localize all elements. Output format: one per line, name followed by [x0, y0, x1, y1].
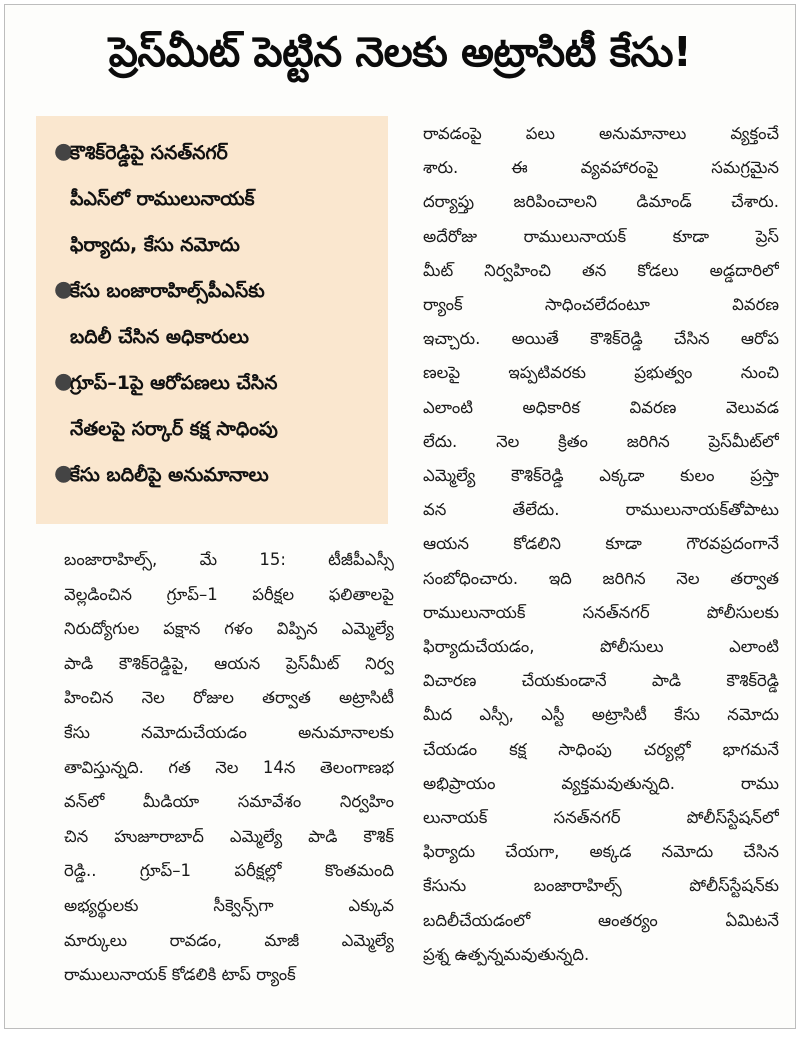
article-line: రాములునాయక్ సనత్‌నగర్ పోలీసులకు: [423, 602, 779, 622]
article-line: రావడంపై పలు అనుమానాలు వ్యక్తంచే: [423, 124, 779, 143]
highlight-line: కేసు బంజారాహిల్స్‌పీఎస్‌కు: [70, 280, 265, 302]
headline: ప్రెస్‌మీట్ పెట్టిన నెలకు అట్రాసిటీ కేసు!: [108, 28, 692, 76]
article-line: ర్యాంక్ సాధించలేదంటూ వివరణ: [423, 295, 779, 315]
article-line: రెడ్డి.. గ్రూప్–1 పరీక్షల్లో కొంతమంది: [64, 861, 394, 881]
article-line: చేయడం కక్ష సాధింపు చర్యల్లో భాగమనే: [423, 739, 779, 759]
article-line: మీట్ నిర్వహించి తన కోడలు అడ్డదారిలో: [423, 260, 779, 280]
article-line: మార్కులు రావడం, మాజీ ఎమ్మెల్యే: [64, 930, 394, 950]
highlight-line: గ్రూప్‌–1పై ఆరోపణలు చేసిన: [70, 372, 278, 394]
article-line: రాములునాయక్ కోడలికి టాప్ ర్యాంక్: [64, 965, 296, 985]
article-line: ఫిర్యాదు చేయగా, అక్కడ నమోదు చేసిన: [423, 842, 779, 862]
article-line: చిన హుజూరాబాద్ ఎమ్మెల్యే పాడి కౌశిక్: [64, 826, 394, 846]
article-column-left: [64, 543, 394, 993]
bullet-icon: ●: [54, 277, 74, 302]
newspaper-clipping: [4, 4, 796, 1029]
bullet-icon: ●: [54, 139, 74, 164]
article-line: బదిలీచేయడంలో ఆంతర్యం ఏమిటనే: [423, 910, 779, 930]
highlights-box: [36, 116, 388, 524]
article-line: లేదు. నెల క్రితం జరిగిన ప్రెస్‌మీట్‌లో: [423, 431, 779, 451]
article-line: ఎమ్మెల్యే కౌశిక్‌రెడ్డి ఎక్కడా కులం ప్రస్తా: [423, 466, 779, 486]
article-column-right: [423, 117, 779, 972]
article-line: అభిప్రాయం వ్యక్తమవుతున్నది. రాము: [423, 773, 779, 793]
highlight-line: కౌశిక్‌రెడ్డిపై సనత్‌నగర్: [70, 142, 228, 164]
article-line: పాడి కౌశిక్‌రెడ్డిపై, ఆయన ప్రెస్‌మీట్ నిర్వ: [64, 653, 394, 673]
article-line: ణలపై ఇప్పటివరకు ప్రభుత్వం నుంచి: [423, 363, 779, 383]
article-line: లునాయక్ సనత్‌నగర్ పోలీస్‌స్టేషన్‌లో: [423, 808, 779, 828]
article-line: శారు. ఈ వ్యవహారంపై సమగ్రమైన: [423, 158, 779, 178]
article-line: దర్యాప్తు జరిపించాలని డిమాండ్ చేశారు.: [423, 192, 779, 212]
article-line: బంజారాహిల్స్, మే 15: టీజీపీఎస్సీ: [64, 550, 394, 569]
article-line: కేసు నమోదుచేయడం అనుమానాలకు: [64, 722, 394, 742]
bullet-icon: ●: [54, 461, 74, 486]
highlight-line: నేతలపై సర్కార్ కక్ష సాధింపు: [70, 418, 278, 440]
article-line: ఆయన కోడలిని కూడా గౌరవప్రదంగానే: [423, 534, 779, 554]
article-line: నిరుద్యోగుల పక్షాన గళం విప్పిన ఎమ్మెల్యే: [64, 619, 394, 639]
highlight-item: [54, 452, 378, 498]
highlight-item: [54, 130, 378, 268]
article-line: తావిస్తున్నది. గత నెల 14న తెలంగాణభ: [64, 757, 394, 777]
article-line: హించిన నెల రోజుల తర్వాత అట్రాసిటీ: [64, 688, 394, 708]
highlight-line: పీఎస్‌లో రాములునాయక్: [70, 188, 255, 210]
article-line: వన తేలేదు. రాములునాయక్‌తోపాటు: [423, 500, 779, 520]
article-line: వన్‌లో మీడియా సమావేశం నిర్వహిం: [64, 792, 394, 812]
article-line: ప్రశ్న ఉత్పన్నమవుతున్నది.: [423, 944, 590, 964]
article-line: ఫిర్యాదుచేయడం, పోలీసులు ఎలాంటి: [423, 637, 779, 657]
article-line: కేసును బంజారాహిల్స్ పోలీస్‌స్టేషన్‌కు: [423, 876, 779, 896]
article-line: సంబోధించారు. ఇది జరిగిన నెల తర్వాత: [423, 568, 779, 588]
article-line: మీద ఎస్సీ, ఎస్టీ అట్రాసిటీ కేసు నమోదు: [423, 705, 779, 725]
highlight-line: బదిలీ చేసిన అధికారులు: [70, 326, 249, 348]
bullet-icon: ●: [54, 369, 74, 394]
highlight-item: [54, 360, 378, 452]
article-line: విచారణ చేయకుండానే పాడి కౌశిక్‌రెడ్డి: [423, 671, 779, 691]
article-line: ఎలాంటి అధికారిక వివరణ వెలువడ: [423, 397, 779, 417]
article-line: అభ్యర్థులకు సీక్వెన్స్‌గా ఎక్కువ: [64, 895, 394, 915]
article-line: వెల్లడించిన గ్రూప్–1 పరీక్షల ఫలితాలపై: [64, 584, 394, 604]
article-line: అదేరోజు రాములునాయక్ కూడా ప్రెస్: [423, 226, 779, 246]
highlight-item: [54, 268, 378, 360]
highlight-line: కేసు బదిలీపై అనుమానాలు: [70, 464, 269, 486]
highlight-line: ఫిర్యాదు, కేసు నమోదు: [70, 234, 240, 256]
article-line: ఇచ్చారు. అయితే కౌశిక్‌రెడ్డి చేసిన ఆరోప: [423, 329, 779, 349]
